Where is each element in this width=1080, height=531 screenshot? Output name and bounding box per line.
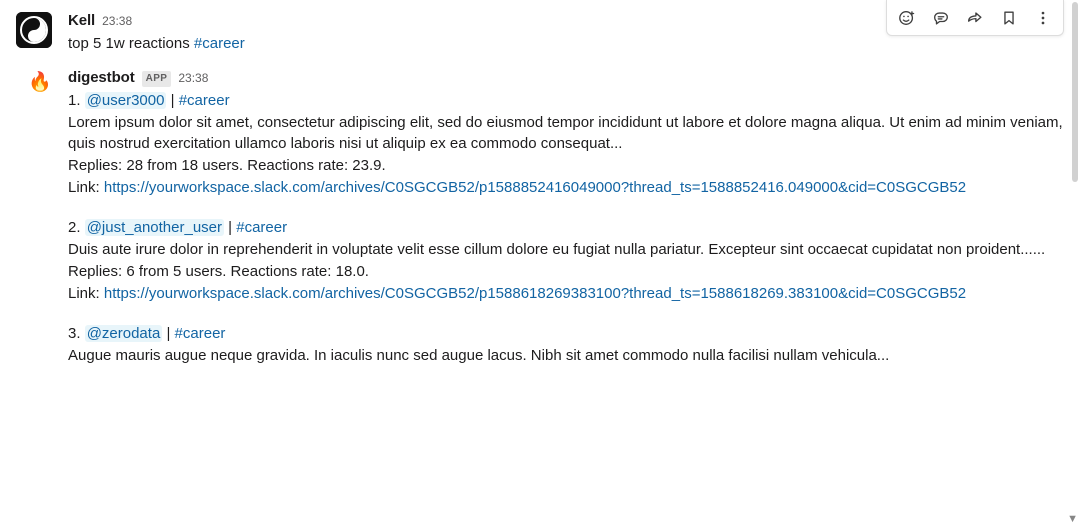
vertical-scrollbar[interactable]	[1067, 0, 1080, 531]
share-message-icon[interactable]	[959, 4, 991, 32]
digest-entry	[68, 90, 1064, 199]
channel-link-career[interactable]: #career	[193, 34, 245, 52]
digest-entry-header	[68, 90, 1064, 112]
avatar[interactable]	[16, 12, 52, 48]
message-digestbot	[0, 59, 1080, 371]
reply-in-thread-icon[interactable]	[925, 4, 957, 32]
scrollbar-thumb[interactable]	[1072, 2, 1078, 182]
add-reaction-icon[interactable]	[891, 4, 923, 32]
message-meta	[68, 67, 1064, 89]
message-text-prefix: top 5 1w reactions	[68, 34, 194, 52]
entry-stats: Replies: 28 from 18 users. Reactions rate: 23.9.	[68, 157, 386, 175]
scroll-down-icon[interactable]: ▼	[1067, 512, 1078, 525]
message-hover-toolbar[interactable]	[886, 0, 1064, 36]
message-timestamp[interactable]: 23:38	[178, 70, 209, 85]
entry-link-line	[68, 283, 1064, 305]
entry-body: Duis aute irure dolor in reprehenderit in voluptate velit esse cillum dolore eu fugiat nulla pariatur. Excepteur sint occaecat cupidatat non proident......	[68, 241, 1046, 259]
entry-number: 2.	[68, 219, 81, 237]
channel-link[interactable]: #career	[236, 219, 288, 237]
user-mention[interactable]: @user3000	[86, 91, 165, 109]
fire-reaction-icon[interactable]: 🔥	[28, 71, 52, 93]
digest-entry	[68, 217, 1064, 305]
entry-body: Augue mauris augue neque gravida. In iaculis nunc sed augue lacus. Nibh sit amet commodo nulla facilisi nullam vehicula...	[68, 346, 890, 364]
permalink[interactable]: https://yourworkspace.slack.com/archives/C0SGCGB52/p1588618269383100?thread_ts=1588618269.383100&cid=C0SGCGB52	[103, 284, 967, 302]
entry-separator: |	[170, 91, 175, 109]
channel-link[interactable]: #career	[178, 91, 230, 109]
save-message-icon[interactable]	[993, 4, 1025, 32]
entry-number: 1.	[68, 91, 81, 109]
entry-link-label: Link:	[68, 284, 100, 302]
message-timestamp[interactable]: 23:38	[102, 14, 133, 28]
entry-link-label: Link:	[68, 179, 100, 197]
reaction-gutter	[16, 67, 68, 367]
entry-separator: |	[166, 324, 171, 342]
entry-number: 3.	[68, 324, 81, 342]
app-badge: APP	[142, 71, 172, 88]
message-text	[68, 33, 1064, 55]
message-body	[68, 67, 1064, 367]
message-author[interactable]: digestbot	[68, 68, 135, 86]
avatar-container	[16, 10, 68, 55]
digest-entry	[68, 323, 1064, 367]
entry-stats: Replies: 6 from 5 users. Reactions rate: 18.0.	[68, 262, 369, 280]
permalink[interactable]: https://yourworkspace.slack.com/archives/C0SGCGB52/p1588852416049000?thread_ts=1588852416.049000&cid=C0SGCGB52	[103, 179, 967, 197]
channel-link[interactable]: #career	[174, 324, 226, 342]
user-mention[interactable]: @just_another_user	[86, 219, 222, 237]
user-mention[interactable]: @zerodata	[86, 324, 161, 342]
entry-body: Lorem ipsum dolor sit amet, consectetur adipiscing elit, sed do eiusmod tempor incididunt ut labore et dolore magna aliqua. Ut enim ad minim veniam, quis nostrud exercitation ullamco laboris nisi ut aliquip ex ea commodo consequat...	[68, 113, 1063, 153]
digest-entry-header	[68, 217, 1064, 239]
entry-separator: |	[228, 219, 233, 237]
message-author[interactable]: Kell	[68, 12, 96, 29]
entry-link-line	[68, 177, 1064, 199]
more-actions-icon[interactable]	[1027, 4, 1059, 32]
digest-entry-header	[68, 323, 1064, 345]
